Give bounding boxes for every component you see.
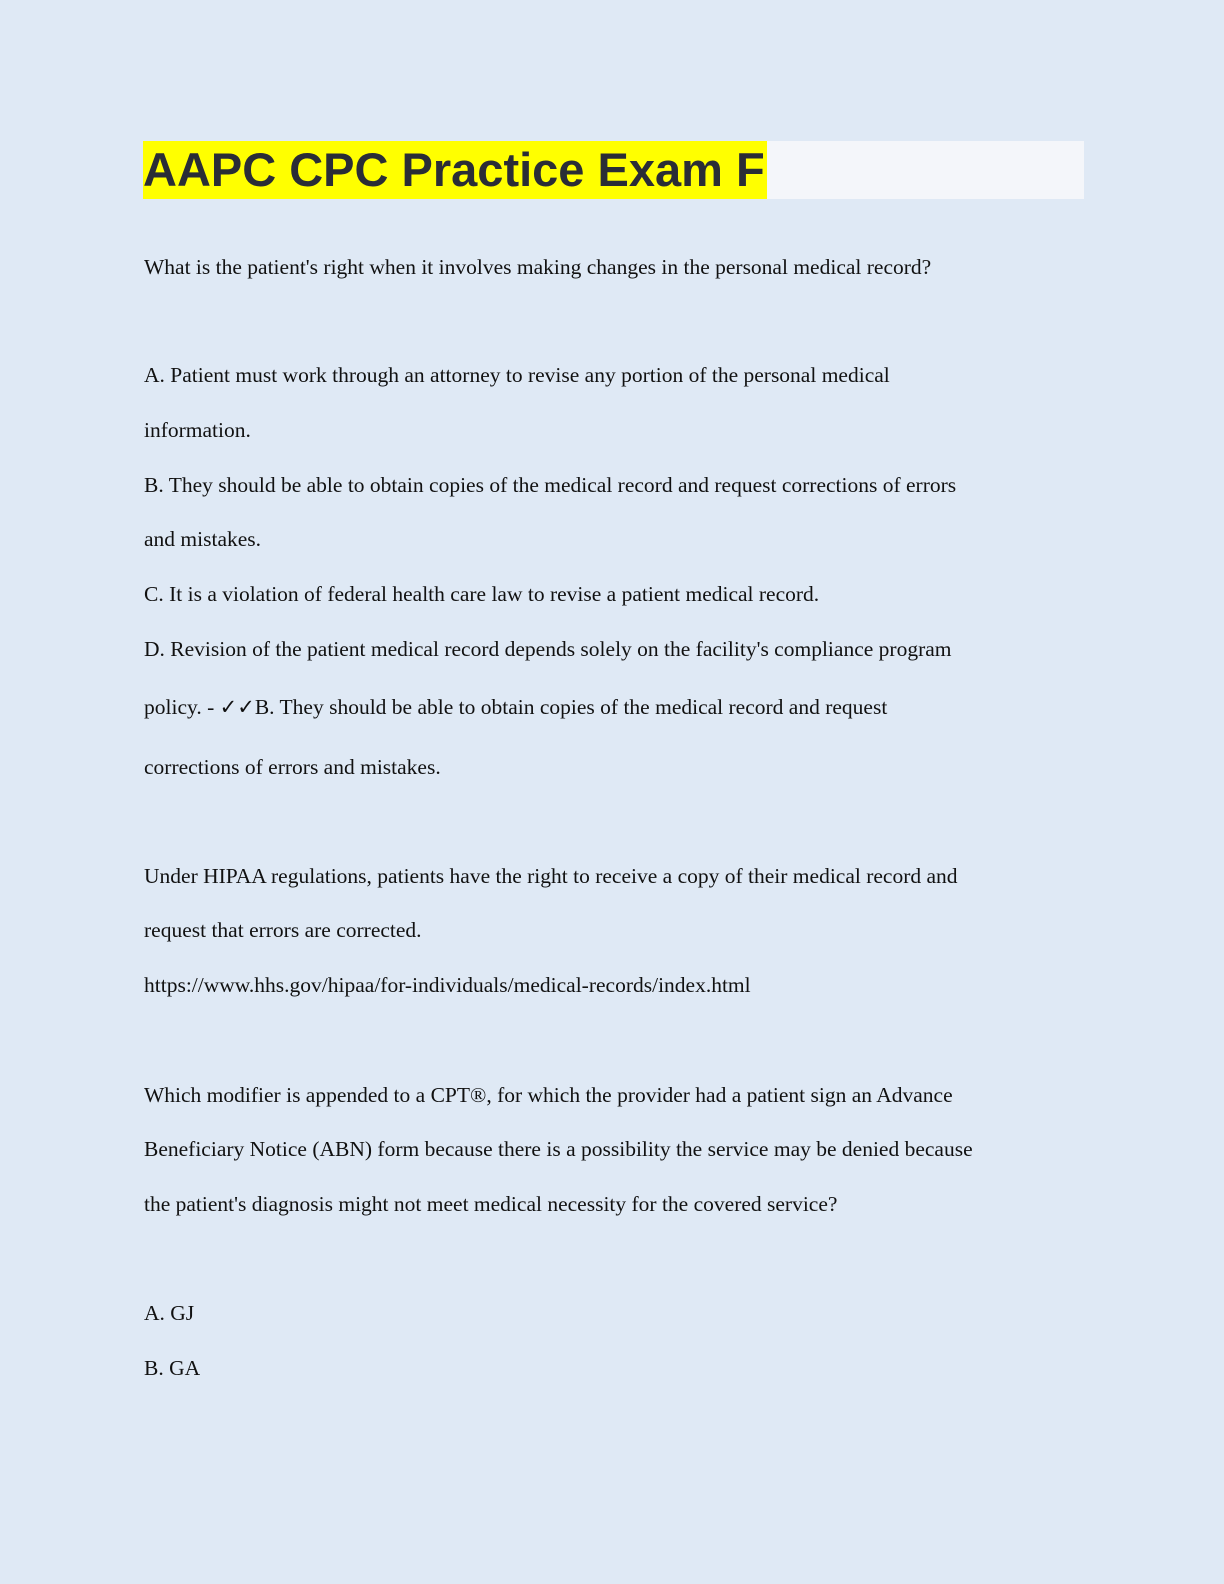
question-1-answer-line-2: corrections of errors and mistakes. bbox=[144, 755, 441, 779]
option-d-line-2: policy. - bbox=[144, 695, 220, 719]
question-2-option-b: B. GA bbox=[144, 1356, 201, 1380]
answer-text-line-1: B. They should be able to obtain copies of the medical record and request bbox=[254, 695, 888, 719]
page-title: AAPC CPC Practice Exam F bbox=[143, 141, 767, 199]
question-1-rationale-line-1: Under HIPAA regulations, patients have the right to receive a copy of their medical record and bbox=[144, 864, 958, 888]
question-1-option-b-line-1: B. They should be able to obtain copies of the medical record and request corrections of errors bbox=[144, 473, 957, 497]
question-2-prompt-line-3: the patient's diagnosis might not meet medical necessity for the covered service? bbox=[144, 1192, 838, 1216]
question-2-option-a: A. GJ bbox=[144, 1301, 195, 1325]
check-marks-icon: ✓✓ bbox=[219, 695, 255, 719]
question-1-option-b-line-2: and mistakes. bbox=[144, 527, 262, 551]
question-2-prompt-line-1: Which modifier is appended to a CPT®, for which the provider had a patient sign an Advance bbox=[144, 1083, 953, 1107]
title-bar bbox=[143, 141, 1084, 199]
question-1-option-a-line-1: A. Patient must work through an attorney to revise any portion of the personal medical bbox=[144, 363, 890, 387]
question-1-prompt: What is the patient's right when it involves making changes in the personal medical record? bbox=[144, 255, 932, 279]
question-1-answer-line bbox=[144, 693, 887, 721]
question-1-option-d-line-1: D. Revision of the patient medical record depends solely on the facility's compliance program bbox=[144, 637, 952, 661]
question-1-option-c: C. It is a violation of federal health care law to revise a patient medical record. bbox=[144, 582, 820, 606]
question-1-reference-url: https://www.hhs.gov/hipaa/for-individuals/medical-records/index.html bbox=[144, 973, 751, 997]
question-1-rationale-line-2: request that errors are corrected. bbox=[144, 918, 422, 942]
question-2-prompt-line-2: Beneficiary Notice (ABN) form because there is a possibility the service may be denied because bbox=[144, 1137, 973, 1161]
question-1-option-a-line-2: information. bbox=[144, 418, 251, 442]
